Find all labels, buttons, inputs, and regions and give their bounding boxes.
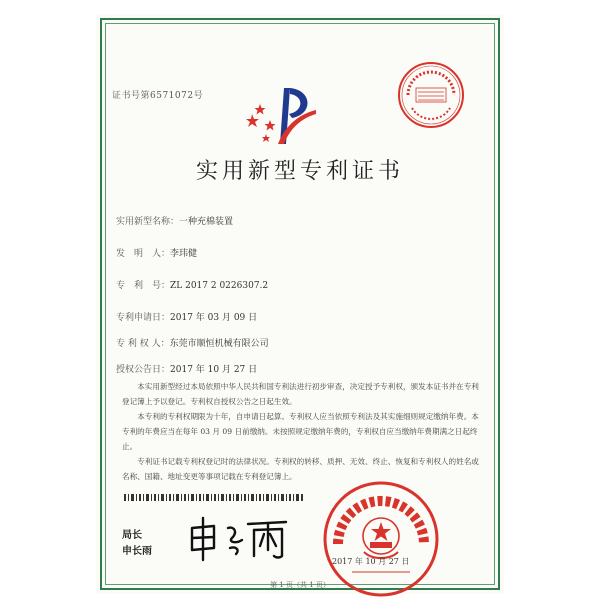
field-label: 发 明 人： [116,249,171,259]
field-utility-model-name [116,214,233,227]
director-name: 申长雨 [122,546,152,557]
field-label: 实用新型名称： [116,217,180,227]
field-patent-number [116,278,268,291]
field-value: 2017 年 03 月 09 日 [170,313,258,323]
body-paragraph: 专利证书记载专利权登记时的法律状况。专利权的转移、质押、无效、终止、恢复和专利权人的姓名或名称、国籍、地址变更等事项记载在专利登记簿上。 [122,457,479,481]
patent-office-emblem-icon [246,84,318,146]
field-value: 一种充棉装置 [179,217,234,227]
field-label: 专 利 号： [116,281,171,291]
field-value: 东莞市顺恒机械有限公司 [169,339,269,349]
certificate-number: 证书号第6571072号 [112,91,204,101]
page-footer: 第 1 页（共 1 页） [270,581,330,589]
certificate-body [122,379,482,484]
field-value: 李玮健 [170,249,198,259]
seal-date: 2017 年 10 月 27 日 [332,557,410,566]
field-value: 2017 年 10 月 27 日 [170,365,258,375]
certificate-title: 实用新型专利证书 [195,159,404,184]
field-label: 专 利 权 人： [116,339,170,349]
barcode-icon [124,494,304,501]
body-paragraph: 本实用新型经过本局依照中华人民共和国专利法进行初步审查，决定授予专利权，颁发本证书并在专利登记簿上予以登记。专利权自授权公告之日起生效。 [122,382,479,406]
director-title: 局长 [122,530,142,541]
field-label: 授权公告日： [116,365,171,375]
signature-icon [184,514,294,562]
field-patentee [116,336,269,349]
field-grant-date [116,362,257,375]
certificate-sheet [96,14,504,594]
field-application-date [116,310,257,323]
review-stamp-icon [396,60,466,130]
field-inventor [116,246,197,259]
field-label: 专利申请日： [116,313,171,323]
body-paragraph: 本专利的专利权期限为十年，自申请日起算。专利权人应当依照专利法及其实施细则规定缴纳年费。本专利的年费应当在每年 03 月 09 日前缴纳。未按照规定缴纳年费的，专利权自应当缴纳年费期满之日起终止。 [122,412,479,451]
field-value: ZL 2017 2 0226307.2 [170,281,269,291]
